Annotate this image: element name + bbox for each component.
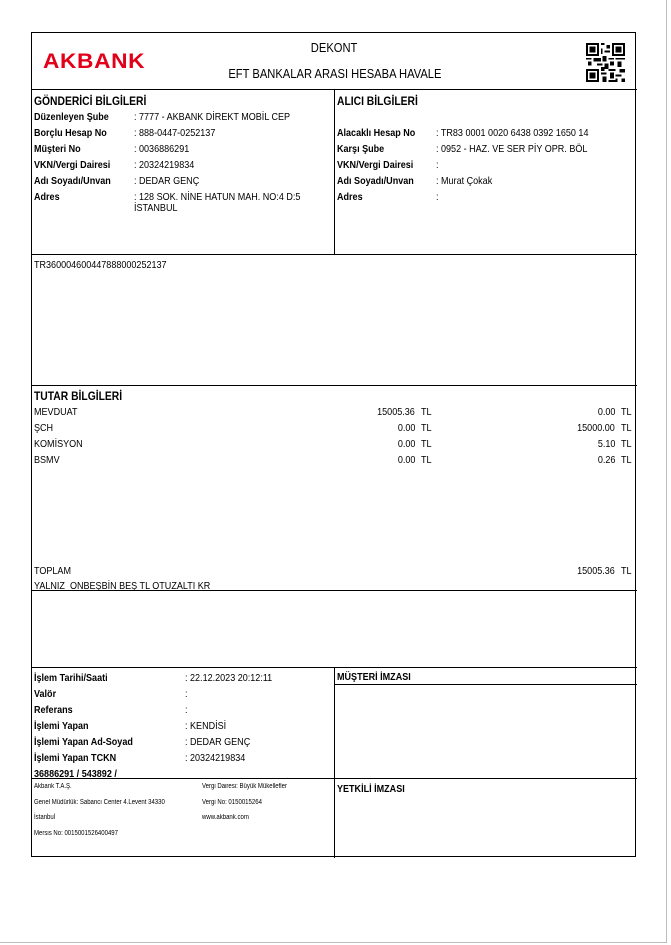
divider [32, 385, 637, 386]
performer-name-label: İşlemi Yapan Ad-Soyad [34, 736, 133, 748]
performer-name-value: : DEDAR GENÇ [185, 736, 251, 748]
divider [334, 684, 637, 685]
performed-by-label: İşlemi Yapan [34, 720, 89, 732]
sender-name-value: : DEDAR GENÇ [134, 175, 200, 187]
value-date-value: : [185, 688, 188, 700]
transaction-date-value: : 22.12.2023 20:12:11 [185, 672, 273, 684]
total-currency: TL [621, 565, 632, 577]
sender-account-value: : 888-0447-0252137 [134, 127, 216, 139]
performer-tckn-label: İşlemi Yapan TCKN [34, 752, 117, 764]
performed-by-value: : KENDİSİ [185, 720, 227, 732]
amount-row-label: ŞCH [34, 422, 54, 434]
document-subtitle: EFT BANKALAR ARASI HESABA HAVALE [227, 66, 442, 81]
sender-address-value: : 128 SOK. NİNE HATUN MAH. NO:4 D:5 [134, 191, 301, 203]
footer-website: www.akbank.com [202, 814, 249, 821]
receiver-section-title: ALICI BİLGİLERİ [337, 94, 418, 108]
amount-debit: 0.00 [397, 454, 415, 466]
transfer-description: TR360004600447888000252137 [34, 259, 167, 271]
amount-credit: 0.26 [597, 454, 615, 466]
amount-currency: TL [621, 438, 632, 450]
receiver-tax-label: VKN/Vergi Dairesi [337, 159, 414, 171]
receiver-address-label: Adres [337, 191, 363, 203]
amount-debit: 0.00 [397, 438, 415, 450]
divider [32, 778, 637, 779]
footer-mersis: Mersis No: 0015001526400497 [34, 830, 119, 837]
performer-tckn-value: : 20324219834 [185, 752, 246, 764]
authorized-signature-label: YETKİLİ İMZASI [337, 783, 405, 795]
amounts-section-title: TUTAR BİLGİLERİ [34, 389, 123, 403]
sender-branch-value: : 7777 - AKBANK DİREKT MOBİL CEP [134, 111, 291, 123]
sender-address-label: Adres [34, 191, 60, 203]
amount-currency: TL [621, 422, 632, 434]
amount-row-label: KOMİSYON [34, 438, 83, 450]
footer-city: İstanbul [34, 814, 56, 821]
receiver-name-label: Adı Soyadı/Unvan [337, 175, 414, 187]
receipt-document [31, 32, 636, 857]
transaction-date-label: İşlem Tarihi/Saati [34, 672, 108, 684]
amount-credit: 0.00 [597, 406, 615, 418]
total-value: 15005.36 [577, 565, 615, 577]
footer-hq-address: Genel Müdürlük: Sabancı Center 4.Levent 34330 [34, 799, 165, 806]
receiver-branch-value: : 0952 - HAZ. VE SER PİY OPR. BÖL [436, 143, 588, 155]
receiver-address-value: : [436, 191, 439, 203]
receiver-branch-label: Karşı Şube [337, 143, 385, 155]
total-in-words: YALNIZ ONBEŞBİN BEŞ TL OTUZALTI KR [34, 580, 211, 592]
amount-currency: TL [421, 438, 432, 450]
footer-tax-office: Vergi Dairesi: Büyük Mükellefler [202, 783, 287, 790]
reference-value: : [185, 704, 188, 716]
sender-section-title: GÖNDERİCİ BİLGİLERİ [34, 94, 147, 108]
sender-tax-value: : 20324219834 [134, 159, 195, 171]
sender-customer-no-value: : 0036886291 [134, 143, 190, 155]
footer-tax-no: Vergi No: 0150015264 [202, 799, 262, 806]
divider [334, 89, 335, 254]
amount-currency: TL [621, 454, 632, 466]
akbank-logo: AKBANK [43, 50, 146, 73]
amount-row-label: MEVDUAT [34, 406, 78, 418]
document-title: DEKONT [311, 40, 358, 55]
amount-row-label: BSMV [34, 454, 60, 466]
sender-address-city: İSTANBUL [134, 202, 178, 214]
divider [334, 667, 335, 858]
customer-signature-label: MÜŞTERİ İMZASI [337, 671, 411, 683]
divider [32, 254, 637, 255]
receiver-account-value: : TR83 0001 0020 6438 0392 1650 14 [436, 127, 589, 139]
amount-credit: 5.10 [597, 438, 615, 450]
amount-currency: TL [421, 422, 432, 434]
amount-currency: TL [421, 454, 432, 466]
amount-currency: TL [621, 406, 632, 418]
reference-label: Referans [34, 704, 73, 716]
qr-code-icon [586, 43, 625, 82]
sender-customer-no-label: Müşteri No [34, 143, 81, 155]
value-date-label: Valör [34, 688, 57, 700]
amount-debit: 0.00 [397, 422, 415, 434]
amount-debit: 15005.36 [377, 406, 415, 418]
footer-company: Akbank T.A.Ş. [34, 783, 72, 790]
receiver-account-label: Alacaklı Hesap No [337, 127, 416, 139]
sender-tax-label: VKN/Vergi Dairesi [34, 159, 111, 171]
sender-branch-label: Düzenleyen Şube [34, 111, 109, 123]
sender-account-label: Borçlu Hesap No [34, 127, 107, 139]
total-label: TOPLAM [34, 565, 71, 577]
amount-credit: 15000.00 [577, 422, 615, 434]
receiver-name-value: : Murat Çokak [436, 175, 493, 187]
transaction-code: 36886291 / 543892 / [34, 768, 117, 780]
sender-name-label: Adı Soyadı/Unvan [34, 175, 111, 187]
amount-currency: TL [421, 406, 432, 418]
receiver-tax-value: : [436, 159, 439, 171]
